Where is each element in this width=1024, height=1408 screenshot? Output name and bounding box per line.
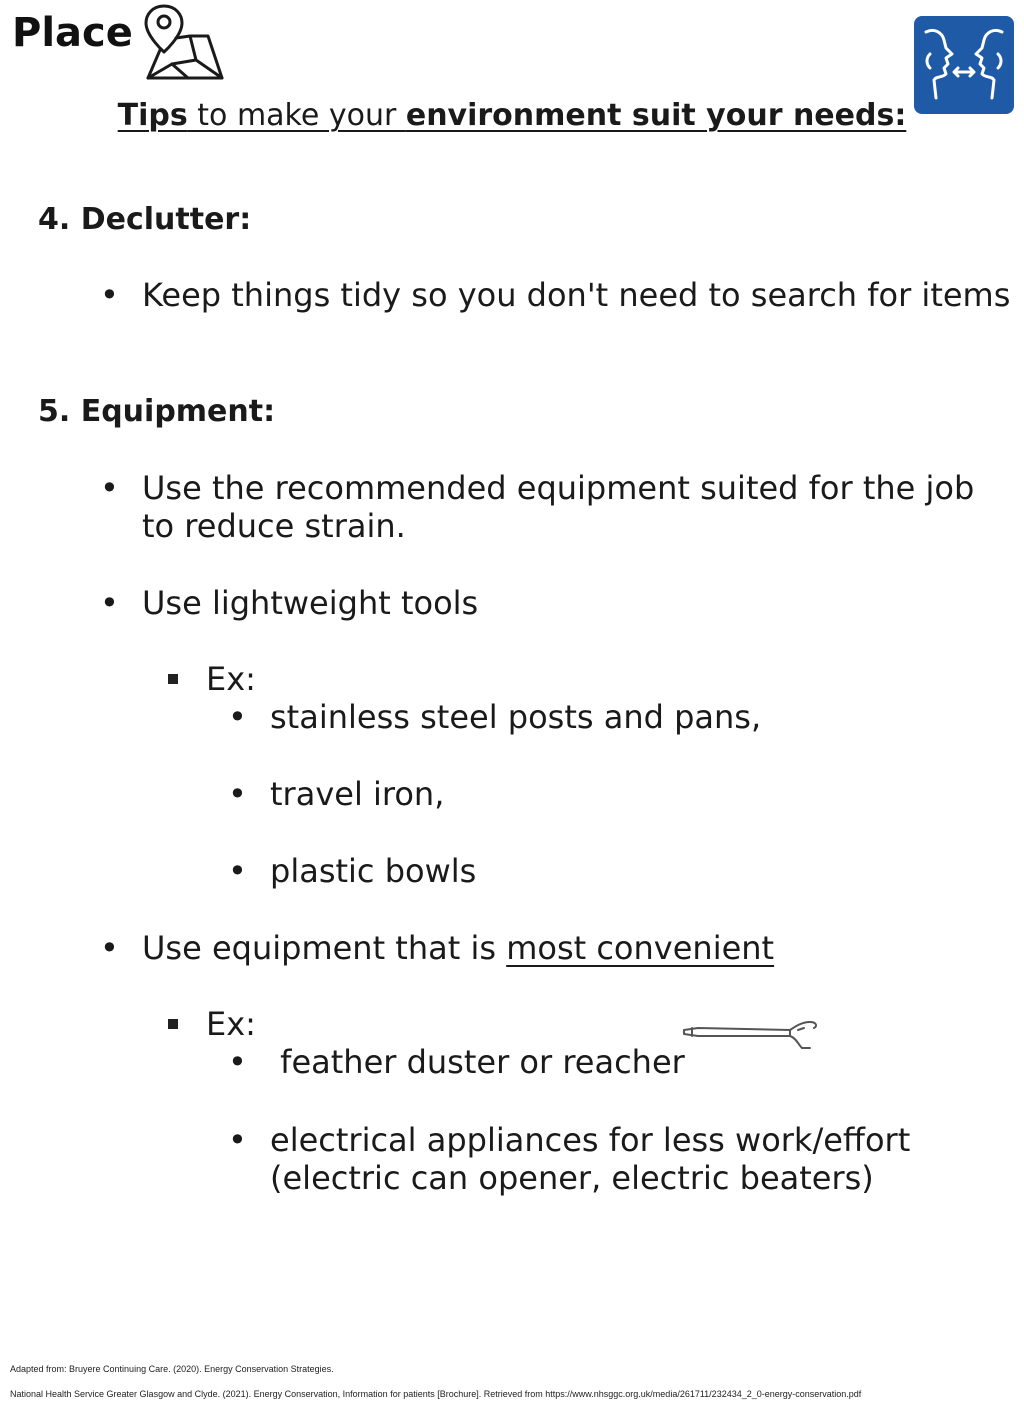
bullet-text: Keep things tidy so you don't need to search for items (142, 276, 1011, 314)
subtitle-middle: to make your (187, 98, 406, 133)
bullet-text-line: Use the recommended equipment suited for the job (142, 469, 975, 507)
example-item: feather duster or reacher (270, 1043, 685, 1081)
subtitle (0, 96, 1024, 136)
square-bullet-icon (168, 674, 178, 684)
example-item-line: electrical appliances for less work/effort (270, 1121, 911, 1159)
map-pin-icon (142, 2, 226, 82)
list-item: • electrical appliances for less work/effort (electric can opener, electric beaters) (228, 1121, 988, 1197)
example-item-line: (electric can opener, electric beaters) (270, 1159, 874, 1197)
bullet-text: Use equipment that is most convenient (142, 929, 775, 967)
section-heading-declutter: 4. Declutter: (38, 202, 252, 237)
list-item: • Use the recommended equipment suited for the job to reduce strain. (100, 469, 1000, 545)
example-item: stainless steel posts and pans, (270, 698, 762, 736)
square-bullet-icon (168, 1019, 178, 1029)
bullet-text-line: to reduce strain. (142, 507, 406, 545)
page-title: Place (12, 10, 133, 56)
footer-citation-2: National Health Service Greater Glasgow and Clyde. (2021). Energy Conservation, Information for patients [Brochure]. Retrieved from https://www.nhsggc.org.uk/media/261711/232434_2_0-energy-conservation.pdf (10, 1389, 862, 1399)
bullet-text: Use lightweight tools (142, 584, 479, 622)
subtitle-tips: Tips (117, 98, 188, 133)
emphasis-most-convenient: most convenient (506, 929, 775, 967)
example-item: travel iron, (270, 775, 445, 813)
subtitle-emphasis: environment suit your needs: (405, 98, 907, 133)
footer-citation-1: Adapted from: Bruyere Continuing Care. (2020). Energy Conservation Strategies. (10, 1364, 334, 1374)
section-heading-equipment: 5. Equipment: (38, 394, 276, 429)
example-item: plastic bowls (270, 852, 477, 890)
reacher-grabber-icon (678, 1016, 820, 1054)
